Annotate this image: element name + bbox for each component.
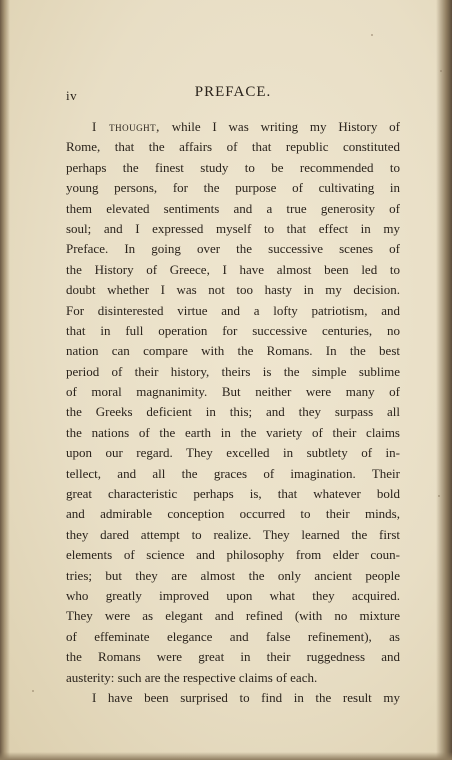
- text-line: They were as elegant and refined (with no mixture: [66, 608, 400, 624]
- text-line: the nations of the earth in the variety of their claims: [66, 424, 400, 440]
- text-line: tries; but they are almost the only ancient people: [66, 567, 400, 583]
- text-line: the History of Greece, I have almost been led to: [66, 261, 400, 277]
- text-line: and admirable conception occurred to their minds,: [66, 506, 400, 522]
- page-bottom-edge-shadow: [0, 752, 452, 760]
- text-line: For disinterested virtue and a lofty patriotism, and: [66, 302, 400, 318]
- text-line: tellect, and all the graces of imagination. Their: [66, 465, 400, 481]
- paragraph: [66, 117, 400, 688]
- text-line: great characteristic perhaps is, that whatever bold: [66, 486, 400, 502]
- text-line: them elevated sentiments and a true generosity of: [66, 200, 400, 216]
- text-line: the Greeks deficient in this; and they surpass all: [66, 404, 400, 420]
- text-line: soul; and I expressed myself to that effect in my: [66, 220, 400, 236]
- text-line: perhaps the finest study to be recommended to: [66, 159, 400, 175]
- paragraph: [66, 688, 400, 708]
- text-line: young persons, for the purpose of cultivating in: [66, 180, 400, 196]
- text-line: doubt whether I was not too hasty in my decision.: [66, 282, 400, 298]
- text-line: elements of science and philosophy from elder coun-: [66, 547, 400, 563]
- text-line: I have been surprised to find in the result my: [92, 689, 400, 705]
- text-line: that in full operation for successive centuries, no: [66, 322, 400, 338]
- text-line: of effeminate elegance and false refinement), as: [66, 628, 400, 644]
- text-line: Rome, that the affairs of that republic constituted: [66, 139, 400, 155]
- page-right-edge-shadow: [436, 0, 452, 760]
- paragraph-opening: I thought,: [92, 119, 160, 134]
- text-line: the Romans were great in their ruggedness and: [66, 649, 400, 665]
- text-line: austerity: such are the respective claims of each.: [66, 669, 318, 685]
- text-line: they dared attempt to realize. They learned the first: [66, 526, 400, 542]
- paper-speck: [438, 495, 440, 497]
- text-line: who greatly improved upon what they acquired.: [66, 587, 400, 603]
- text-line: I thought, while I was writing my History of: [92, 119, 400, 134]
- text-line: period of their history, theirs is the simple sublime: [66, 363, 400, 379]
- page-number: iv: [66, 88, 78, 103]
- text-line: upon our regard. They excelled in subtlety of in-: [66, 445, 400, 461]
- page-header: [66, 84, 400, 106]
- body-text: [66, 117, 400, 708]
- paper-speck: [371, 34, 373, 36]
- text-line: of moral magnanimity. But neither were many of: [66, 384, 400, 400]
- paper-speck: [440, 70, 442, 72]
- text-line: nation can compare with the Romans. In the best: [66, 343, 400, 359]
- running-title: PREFACE.: [194, 84, 272, 100]
- paper-speck: [32, 690, 34, 692]
- page-left-edge-shadow: [0, 0, 10, 760]
- text-line: Preface. In going over the successive scenes of: [66, 241, 400, 257]
